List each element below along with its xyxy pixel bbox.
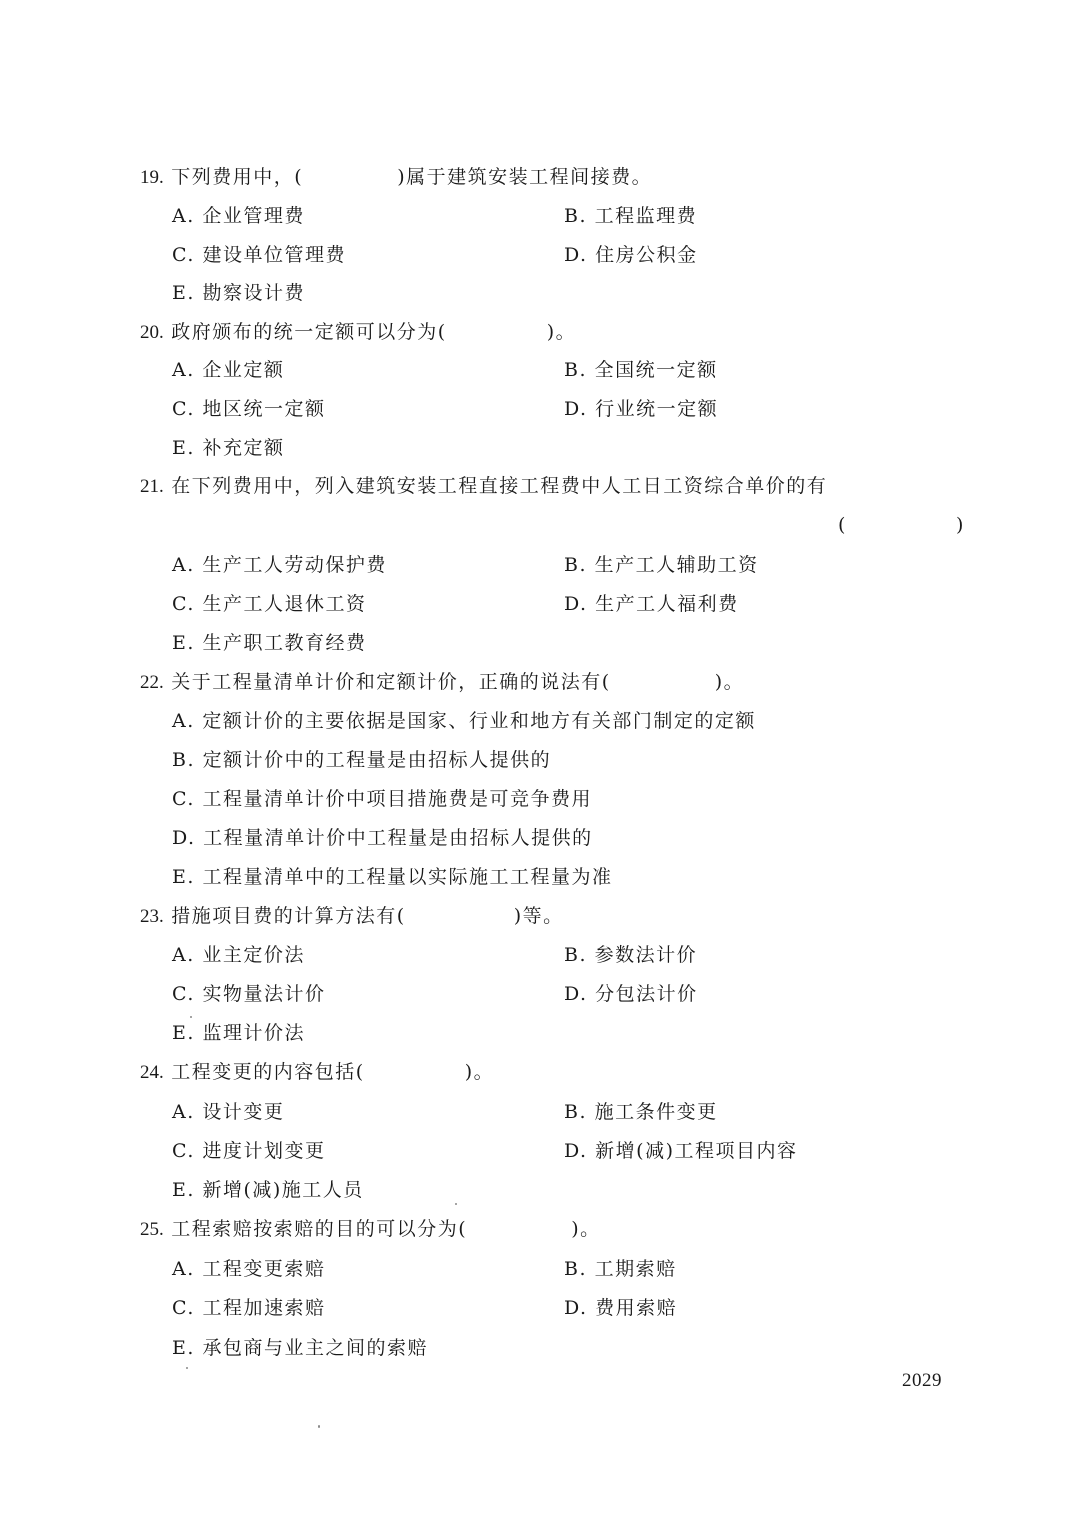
stem-text: 关于工程量清单计价和定额计价，正确的说法有( <box>171 671 611 693</box>
stem-text: )。 <box>546 321 577 343</box>
option-a: A. 业主定价法 <box>172 944 305 966</box>
stem-text: )属于建筑安装工程间接费。 <box>397 166 653 188</box>
option-b: B. 全国统一定额 <box>564 359 718 381</box>
question-23-stem <box>140 904 564 929</box>
option-e: E. 勘察设计费 <box>172 282 305 304</box>
scan-speck <box>186 1367 188 1369</box>
option-d: D. 生产工人福利费 <box>564 593 739 615</box>
scan-speck <box>190 1016 192 1018</box>
stem-text: 工程变更的内容包括( <box>171 1061 365 1083</box>
question-number: 20. <box>140 322 164 343</box>
question-number: 21. <box>140 476 164 497</box>
question-number: 25. <box>140 1219 164 1240</box>
option-a: A. 企业定额 <box>172 359 285 381</box>
option-d: D. 行业统一定额 <box>564 398 719 420</box>
scan-speck <box>318 1425 320 1428</box>
scan-speck <box>455 1203 457 1205</box>
question-number: 19. <box>140 167 164 188</box>
option-c: C. 生产工人退休工资 <box>172 593 367 615</box>
option-c: C. 进度计划变更 <box>172 1140 326 1162</box>
question-24-stem <box>140 1060 494 1085</box>
option-e: E. 承包商与业主之间的索赔 <box>172 1337 428 1359</box>
option-b: B. 工程监理费 <box>564 205 698 227</box>
stem-text: )等。 <box>513 905 564 927</box>
question-19-stem <box>140 165 652 190</box>
option-d: D. 工程量清单计价中工程量是由招标人提供的 <box>172 827 593 849</box>
option-c: C. 建设单位管理费 <box>172 244 346 266</box>
option-d: D. 费用索赔 <box>564 1297 678 1319</box>
option-a: A. 生产工人劳动保护费 <box>172 554 387 576</box>
stem-text: 下列费用中，( <box>171 166 304 188</box>
option-e: E. 新增(减)施工人员 <box>172 1179 364 1201</box>
stem-text: 政府颁布的统一定额可以分为( <box>171 321 447 343</box>
option-b: B. 生产工人辅助工资 <box>564 554 759 576</box>
option-d: D. 分包法计价 <box>564 983 698 1005</box>
option-d: D. 住房公积金 <box>564 244 698 266</box>
question-22-stem <box>140 670 744 695</box>
option-b: B. 工期索赔 <box>564 1258 677 1280</box>
page-number: 2029 <box>902 1370 942 1391</box>
option-c: C. 实物量法计价 <box>172 983 326 1005</box>
question-number: 23. <box>140 906 164 927</box>
option-e: E. 生产职工教育经费 <box>172 632 367 654</box>
stem-text: )。 <box>464 1061 495 1083</box>
stem-text: 在下列费用中，列入建筑安装工程直接工程费中人工日工资综合单价的有 <box>171 475 828 497</box>
stem-text: )。 <box>571 1218 601 1240</box>
option-c: C. 工程量清单计价中项目措施费是可竞争费用 <box>172 788 592 810</box>
answer-blank-close: ) <box>956 514 965 536</box>
option-e: E. 工程量清单中的工程量以实际施工工程量为准 <box>172 866 613 888</box>
question-20-stem <box>140 320 576 345</box>
question-number: 24. <box>140 1062 164 1083</box>
option-e: E. 监理计价法 <box>172 1022 305 1044</box>
option-a: A. 工程变更索赔 <box>172 1258 326 1280</box>
question-25-stem <box>140 1217 601 1242</box>
question-number: 22. <box>140 672 164 693</box>
option-a: A. 企业管理费 <box>172 205 305 227</box>
option-b: B. 参数法计价 <box>564 944 698 966</box>
stem-text: )。 <box>714 671 745 693</box>
option-c: C. 工程加速索赔 <box>172 1297 326 1319</box>
option-a: A. 定额计价的主要依据是国家、行业和地方有关部门制定的定额 <box>172 710 756 732</box>
option-e: E. 补充定额 <box>172 437 285 459</box>
stem-text: 措施项目费的计算方法有( <box>171 905 406 927</box>
question-21-stem <box>140 474 827 499</box>
option-a: A. 设计变更 <box>172 1101 285 1123</box>
option-c: C. 地区统一定额 <box>172 398 326 420</box>
answer-blank-open: ( <box>838 514 847 536</box>
option-b: B. 施工条件变更 <box>564 1101 718 1123</box>
stem-text: 工程索赔按索赔的目的可以分为( <box>171 1218 468 1240</box>
option-d: D. 新增(减)工程项目内容 <box>564 1140 798 1162</box>
option-b: B. 定额计价中的工程量是由招标人提供的 <box>172 749 552 771</box>
